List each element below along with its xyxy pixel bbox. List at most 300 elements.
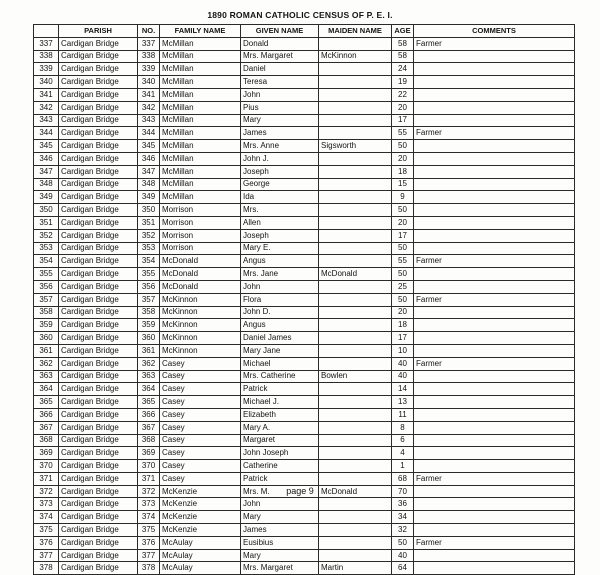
column-header (34, 25, 59, 38)
family-name-cell: McMillan (160, 88, 241, 101)
family-name-cell: McDonald (160, 280, 241, 293)
row-index-cell: 359 (34, 319, 59, 332)
maiden-name-cell (319, 447, 392, 460)
number-cell: 368 (138, 434, 160, 447)
given-name-cell: Daniel (241, 63, 319, 76)
comments-cell (414, 408, 575, 421)
comments-cell (414, 191, 575, 204)
family-name-cell: Morrison (160, 242, 241, 255)
family-name-cell: McMillan (160, 165, 241, 178)
table-row (34, 434, 575, 447)
parish-cell: Cardigan Bridge (59, 88, 138, 101)
number-cell: 369 (138, 447, 160, 460)
parish-cell: Cardigan Bridge (59, 460, 138, 473)
parish-cell: Cardigan Bridge (59, 447, 138, 460)
row-index-cell: 349 (34, 191, 59, 204)
number-cell: 340 (138, 76, 160, 89)
parish-cell: Cardigan Bridge (59, 140, 138, 153)
row-index-cell: 356 (34, 280, 59, 293)
comments-cell: Farmer (414, 293, 575, 306)
given-name-cell: Mary Jane (241, 344, 319, 357)
table-row (34, 255, 575, 268)
number-cell: 371 (138, 472, 160, 485)
table-row (34, 127, 575, 140)
maiden-name-cell (319, 421, 392, 434)
number-cell: 370 (138, 460, 160, 473)
age-cell: 25 (392, 280, 414, 293)
family-name-cell: McMillan (160, 63, 241, 76)
number-cell: 339 (138, 63, 160, 76)
age-cell: 22 (392, 88, 414, 101)
comments-cell (414, 549, 575, 562)
table-row (34, 216, 575, 229)
comments-cell (414, 76, 575, 89)
row-index-cell: 366 (34, 408, 59, 421)
table-row (34, 511, 575, 524)
row-index-cell: 371 (34, 472, 59, 485)
given-name-cell: John J. (241, 152, 319, 165)
age-cell: 50 (392, 293, 414, 306)
given-name-cell: John Joseph (241, 447, 319, 460)
row-index-cell: 370 (34, 460, 59, 473)
parish-cell: Cardigan Bridge (59, 319, 138, 332)
given-name-cell: Mrs. (241, 204, 319, 217)
parish-cell: Cardigan Bridge (59, 37, 138, 50)
age-cell: 50 (392, 204, 414, 217)
table-row (34, 178, 575, 191)
age-cell: 17 (392, 114, 414, 127)
family-name-cell: McKinnon (160, 306, 241, 319)
age-cell: 20 (392, 152, 414, 165)
family-name-cell: McMillan (160, 50, 241, 63)
given-name-cell: Mrs. Jane (241, 268, 319, 281)
maiden-name-cell (319, 434, 392, 447)
given-name-cell: Mrs. Catherine (241, 370, 319, 383)
number-cell: 346 (138, 152, 160, 165)
number-cell: 348 (138, 178, 160, 191)
comments-cell (414, 460, 575, 473)
age-cell: 58 (392, 50, 414, 63)
comments-cell (414, 216, 575, 229)
table-row (34, 344, 575, 357)
table-row (34, 536, 575, 549)
row-index-cell: 353 (34, 242, 59, 255)
parish-cell: Cardigan Bridge (59, 101, 138, 114)
parish-cell: Cardigan Bridge (59, 242, 138, 255)
number-cell: 352 (138, 229, 160, 242)
maiden-name-cell (319, 319, 392, 332)
row-index-cell: 341 (34, 88, 59, 101)
number-cell: 365 (138, 396, 160, 409)
family-name-cell: Casey (160, 421, 241, 434)
maiden-name-cell (319, 511, 392, 524)
comments-cell (414, 152, 575, 165)
number-cell: 375 (138, 524, 160, 537)
comments-cell: Farmer (414, 472, 575, 485)
age-cell: 4 (392, 447, 414, 460)
row-index-cell: 358 (34, 306, 59, 319)
given-name-cell: Mary (241, 511, 319, 524)
given-name-cell: Mrs. Margaret (241, 50, 319, 63)
maiden-name-cell (319, 549, 392, 562)
maiden-name-cell (319, 178, 392, 191)
comments-cell (414, 319, 575, 332)
given-name-cell: Mrs. Margaret (241, 562, 319, 575)
page-number: page 9 (286, 486, 314, 496)
family-name-cell: McAulay (160, 549, 241, 562)
parish-cell: Cardigan Bridge (59, 370, 138, 383)
maiden-name-cell (319, 383, 392, 396)
maiden-name-cell (319, 524, 392, 537)
parish-cell: Cardigan Bridge (59, 76, 138, 89)
parish-cell: Cardigan Bridge (59, 549, 138, 562)
maiden-name-cell (319, 101, 392, 114)
table-row (34, 165, 575, 178)
table-row (34, 114, 575, 127)
age-cell: 55 (392, 127, 414, 140)
column-header: NO. (138, 25, 160, 38)
table-row (34, 37, 575, 50)
row-index-cell: 348 (34, 178, 59, 191)
table-row (34, 524, 575, 537)
table-row (34, 242, 575, 255)
age-cell: 17 (392, 229, 414, 242)
age-cell: 24 (392, 63, 414, 76)
row-index-cell: 368 (34, 434, 59, 447)
table-row (34, 140, 575, 153)
parish-cell: Cardigan Bridge (59, 63, 138, 76)
number-cell: 345 (138, 140, 160, 153)
given-name-cell: Mary E. (241, 242, 319, 255)
comments-cell (414, 140, 575, 153)
row-index-cell: 351 (34, 216, 59, 229)
row-index-cell: 373 (34, 498, 59, 511)
row-index-cell: 361 (34, 344, 59, 357)
maiden-name-cell (319, 536, 392, 549)
row-index-cell: 362 (34, 357, 59, 370)
row-index-cell: 376 (34, 536, 59, 549)
table-row (34, 101, 575, 114)
age-cell: 58 (392, 37, 414, 50)
given-name-cell: Ida (241, 191, 319, 204)
age-cell: 40 (392, 357, 414, 370)
age-cell: 19 (392, 76, 414, 89)
number-cell: 364 (138, 383, 160, 396)
table-row (34, 472, 575, 485)
age-cell: 40 (392, 549, 414, 562)
comments-cell (414, 101, 575, 114)
comments-cell (414, 383, 575, 396)
number-cell: 338 (138, 50, 160, 63)
family-name-cell: McMillan (160, 37, 241, 50)
family-name-cell: Casey (160, 396, 241, 409)
age-cell: 64 (392, 562, 414, 575)
table-row (34, 63, 575, 76)
table-row (34, 332, 575, 345)
given-name-cell: Mrs. M. (241, 485, 319, 498)
parish-cell: Cardigan Bridge (59, 524, 138, 537)
given-name-cell: Angus (241, 255, 319, 268)
number-cell: 378 (138, 562, 160, 575)
row-index-cell: 338 (34, 50, 59, 63)
number-cell: 349 (138, 191, 160, 204)
age-cell: 50 (392, 140, 414, 153)
age-cell: 8 (392, 421, 414, 434)
number-cell: 359 (138, 319, 160, 332)
column-header: PARISH (59, 25, 138, 38)
family-name-cell: McMillan (160, 114, 241, 127)
given-name-cell: Michael (241, 357, 319, 370)
comments-cell (414, 229, 575, 242)
comments-cell (414, 332, 575, 345)
age-cell: 17 (392, 332, 414, 345)
parish-cell: Cardigan Bridge (59, 383, 138, 396)
age-cell: 20 (392, 216, 414, 229)
parish-cell: Cardigan Bridge (59, 472, 138, 485)
maiden-name-cell (319, 165, 392, 178)
maiden-name-cell (319, 127, 392, 140)
table-row (34, 498, 575, 511)
parish-cell: Cardigan Bridge (59, 332, 138, 345)
family-name-cell: McKenzie (160, 498, 241, 511)
parish-cell: Cardigan Bridge (59, 165, 138, 178)
number-cell: 342 (138, 101, 160, 114)
header-row (34, 25, 575, 38)
parish-cell: Cardigan Bridge (59, 127, 138, 140)
given-name-cell: Catherine (241, 460, 319, 473)
number-cell: 377 (138, 549, 160, 562)
parish-cell: Cardigan Bridge (59, 357, 138, 370)
number-cell: 347 (138, 165, 160, 178)
maiden-name-cell (319, 280, 392, 293)
comments-cell (414, 63, 575, 76)
row-index-cell: 355 (34, 268, 59, 281)
maiden-name-cell (319, 332, 392, 345)
age-cell: 14 (392, 383, 414, 396)
table-row (34, 293, 575, 306)
comments-cell (414, 447, 575, 460)
number-cell: 354 (138, 255, 160, 268)
given-name-cell: Pius (241, 101, 319, 114)
age-cell: 50 (392, 242, 414, 255)
parish-cell: Cardigan Bridge (59, 562, 138, 575)
number-cell: 358 (138, 306, 160, 319)
given-name-cell: Elizabeth (241, 408, 319, 421)
age-cell: 6 (392, 434, 414, 447)
family-name-cell: McKenzie (160, 524, 241, 537)
given-name-cell: Eusibius (241, 536, 319, 549)
table-row (34, 408, 575, 421)
comments-cell: Farmer (414, 37, 575, 50)
row-index-cell: 342 (34, 101, 59, 114)
given-name-cell: John (241, 88, 319, 101)
comments-cell (414, 114, 575, 127)
row-index-cell: 378 (34, 562, 59, 575)
table-row (34, 319, 575, 332)
parish-cell: Cardigan Bridge (59, 306, 138, 319)
maiden-name-cell (319, 242, 392, 255)
number-cell: 343 (138, 114, 160, 127)
row-index-cell: 364 (34, 383, 59, 396)
family-name-cell: Casey (160, 357, 241, 370)
parish-cell: Cardigan Bridge (59, 485, 138, 498)
parish-cell: Cardigan Bridge (59, 216, 138, 229)
given-name-cell: Teresa (241, 76, 319, 89)
parish-cell: Cardigan Bridge (59, 191, 138, 204)
parish-cell: Cardigan Bridge (59, 204, 138, 217)
age-cell: 40 (392, 370, 414, 383)
parish-cell: Cardigan Bridge (59, 511, 138, 524)
number-cell: 357 (138, 293, 160, 306)
given-name-cell: Patrick (241, 472, 319, 485)
comments-cell (414, 50, 575, 63)
number-cell: 363 (138, 370, 160, 383)
parish-cell: Cardigan Bridge (59, 396, 138, 409)
given-name-cell: James (241, 127, 319, 140)
comments-cell (414, 524, 575, 537)
row-index-cell: 343 (34, 114, 59, 127)
maiden-name-cell (319, 498, 392, 511)
row-index-cell: 372 (34, 485, 59, 498)
parish-cell: Cardigan Bridge (59, 152, 138, 165)
family-name-cell: McKinnon (160, 319, 241, 332)
maiden-name-cell (319, 63, 392, 76)
parish-cell: Cardigan Bridge (59, 255, 138, 268)
given-name-cell: Michael J. (241, 396, 319, 409)
number-cell: 361 (138, 344, 160, 357)
maiden-name-cell: Bowlen (319, 370, 392, 383)
maiden-name-cell: McDonald (319, 268, 392, 281)
age-cell: 20 (392, 101, 414, 114)
family-name-cell: McKinnon (160, 332, 241, 345)
family-name-cell: Morrison (160, 216, 241, 229)
age-cell: 1 (392, 460, 414, 473)
maiden-name-cell (319, 229, 392, 242)
comments-cell (414, 434, 575, 447)
family-name-cell: McAulay (160, 562, 241, 575)
comments-cell (414, 562, 575, 575)
table-row (34, 268, 575, 281)
age-cell: 10 (392, 344, 414, 357)
maiden-name-cell (319, 472, 392, 485)
age-cell: 15 (392, 178, 414, 191)
given-name-cell: Mary A. (241, 421, 319, 434)
row-index-cell: 352 (34, 229, 59, 242)
comments-cell (414, 280, 575, 293)
row-index-cell: 375 (34, 524, 59, 537)
row-index-cell: 347 (34, 165, 59, 178)
comments-cell: Farmer (414, 536, 575, 549)
comments-cell: Farmer (414, 255, 575, 268)
comments-cell (414, 498, 575, 511)
given-name-cell: Margaret (241, 434, 319, 447)
parish-cell: Cardigan Bridge (59, 114, 138, 127)
table-row (34, 76, 575, 89)
page-title: 1890 ROMAN CATHOLIC CENSUS OF P. E. I. (207, 10, 393, 20)
maiden-name-cell (319, 344, 392, 357)
number-cell: 350 (138, 204, 160, 217)
parish-cell: Cardigan Bridge (59, 178, 138, 191)
family-name-cell: McMillan (160, 127, 241, 140)
parish-cell: Cardigan Bridge (59, 229, 138, 242)
given-name-cell: John (241, 498, 319, 511)
family-name-cell: Morrison (160, 229, 241, 242)
family-name-cell: McMillan (160, 101, 241, 114)
table-row (34, 88, 575, 101)
number-cell: 373 (138, 498, 160, 511)
given-name-cell: George (241, 178, 319, 191)
family-name-cell: McKenzie (160, 511, 241, 524)
maiden-name-cell: Martin (319, 562, 392, 575)
given-name-cell: Mrs. Anne (241, 140, 319, 153)
row-index-cell: 369 (34, 447, 59, 460)
row-index-cell: 360 (34, 332, 59, 345)
family-name-cell: McMillan (160, 140, 241, 153)
maiden-name-cell (319, 204, 392, 217)
family-name-cell: Morrison (160, 204, 241, 217)
comments-cell (414, 178, 575, 191)
family-name-cell: Casey (160, 460, 241, 473)
row-index-cell: 344 (34, 127, 59, 140)
maiden-name-cell: McKinnon (319, 50, 392, 63)
family-name-cell: McMillan (160, 76, 241, 89)
comments-cell (414, 511, 575, 524)
row-index-cell: 377 (34, 549, 59, 562)
maiden-name-cell (319, 255, 392, 268)
age-cell: 13 (392, 396, 414, 409)
number-cell: 374 (138, 511, 160, 524)
table-row (34, 152, 575, 165)
row-index-cell: 340 (34, 76, 59, 89)
family-name-cell: McMillan (160, 152, 241, 165)
comments-cell (414, 344, 575, 357)
maiden-name-cell (319, 357, 392, 370)
table-row (34, 357, 575, 370)
number-cell: 366 (138, 408, 160, 421)
row-index-cell: 357 (34, 293, 59, 306)
number-cell: 372 (138, 485, 160, 498)
given-name-cell: Joseph (241, 165, 319, 178)
column-header: AGE (392, 25, 414, 38)
column-header: MAIDEN NAME (319, 25, 392, 38)
comments-cell (414, 242, 575, 255)
column-header: GIVEN NAME (241, 25, 319, 38)
row-index-cell: 374 (34, 511, 59, 524)
given-name-cell: Mary (241, 549, 319, 562)
age-cell: 50 (392, 268, 414, 281)
comments-cell (414, 421, 575, 434)
age-cell: 9 (392, 191, 414, 204)
age-cell: 36 (392, 498, 414, 511)
row-index-cell: 346 (34, 152, 59, 165)
number-cell: 362 (138, 357, 160, 370)
row-index-cell: 350 (34, 204, 59, 217)
parish-cell: Cardigan Bridge (59, 268, 138, 281)
table-row (34, 447, 575, 460)
family-name-cell: Casey (160, 383, 241, 396)
table-row (34, 562, 575, 575)
number-cell: 353 (138, 242, 160, 255)
family-name-cell: Casey (160, 370, 241, 383)
comments-cell (414, 396, 575, 409)
maiden-name-cell (319, 396, 392, 409)
family-name-cell: McKenzie (160, 485, 241, 498)
age-cell: 34 (392, 511, 414, 524)
comments-cell (414, 370, 575, 383)
maiden-name-cell (319, 114, 392, 127)
table-row (34, 396, 575, 409)
parish-cell: Cardigan Bridge (59, 344, 138, 357)
